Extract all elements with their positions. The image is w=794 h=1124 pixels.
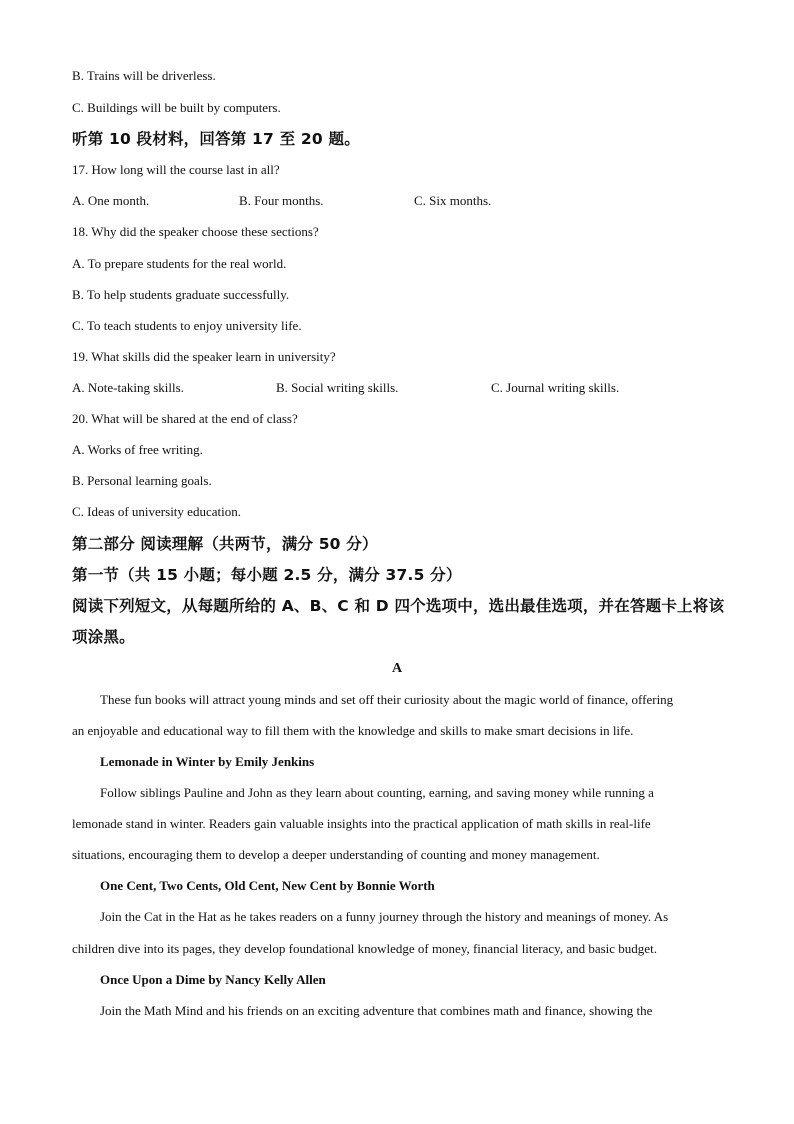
q20-option-b: B. Personal learning goals. xyxy=(72,473,212,488)
reading-instructions-line2: 项涂黑。 xyxy=(72,628,135,646)
q17-option-a: A. One month. xyxy=(72,193,150,208)
book1-title: Lemonade in Winter by Emily Jenkins xyxy=(100,754,315,769)
q20-option-a: A. Works of free writing. xyxy=(72,442,203,457)
book1-line1: Follow siblings Pauline and John as they learn about counting, earning, and saving money while running a xyxy=(100,785,654,800)
book2-line2: children dive into its pages, they develop foundational knowledge of money, financial literacy, and basic budget. xyxy=(72,941,657,956)
intro-line1: These fun books will attract young minds and set off their curiosity about the magic world of finance, offering xyxy=(100,692,674,707)
q19-option-b: B. Social writing skills. xyxy=(276,380,399,395)
q18-option-b: B. To help students graduate successfully. xyxy=(72,287,290,302)
q19-option-c: C. Journal writing skills. xyxy=(491,380,620,395)
book2-line1: Join the Cat in the Hat as he takes readers on a funny journey through the history and meanings of money. As xyxy=(100,909,669,924)
q18-option-a: A. To prepare students for the real world. xyxy=(72,256,287,271)
q17-stem: 17. How long will the course last in all? xyxy=(72,162,280,177)
q17-option-c: C. Six months. xyxy=(414,193,492,208)
passage-label: A xyxy=(391,661,403,676)
intro-line2: an enjoyable and educational way to fill them with the knowledge and skills to make smart decisions in life. xyxy=(72,723,634,738)
reading-section-heading: 第一节（共 15 小题；每小题 2.5 分，满分 37.5 分） xyxy=(72,566,462,584)
q19-option-a: A. Note-taking skills. xyxy=(72,380,184,395)
section10-heading: 听第 10 段材料，回答第 17 至 20 题。 xyxy=(72,130,360,148)
q20-option-c: C. Ideas of university education. xyxy=(72,504,241,519)
q18-option-c: C. To teach students to enjoy university life. xyxy=(72,318,302,333)
book3-line1: Join the Math Mind and his friends on an exciting adventure that combines math and finance, showing the xyxy=(100,1003,653,1018)
q20-stem: 20. What will be shared at the end of class? xyxy=(72,411,298,426)
q18-stem: 18. Why did the speaker choose these sections? xyxy=(72,224,319,239)
book1-line3: situations, encouraging them to develop a deeper understanding of counting and money management. xyxy=(72,847,600,862)
q16-option-c: C. Buildings will be built by computers. xyxy=(72,100,281,115)
book2-title: One Cent, Two Cents, Old Cent, New Cent by Bonnie Worth xyxy=(100,878,435,893)
q17-option-b: B. Four months. xyxy=(239,193,324,208)
q19-stem: 19. What skills did the speaker learn in university? xyxy=(72,349,336,364)
reading-instructions-line1: 阅读下列短文，从每题所给的 A、B、C 和 D 四个选项中，选出最佳选项，并在答题卡上将该 xyxy=(72,597,725,615)
q16-option-b: B. Trains will be driverless. xyxy=(72,68,216,83)
book3-title: Once Upon a Dime by Nancy Kelly Allen xyxy=(100,972,326,987)
book1-line2: lemonade stand in winter. Readers gain valuable insights into the practical application of math skills in real-life xyxy=(72,816,651,831)
reading-part-heading: 第二部分 阅读理解（共两节，满分 50 分） xyxy=(72,535,378,553)
